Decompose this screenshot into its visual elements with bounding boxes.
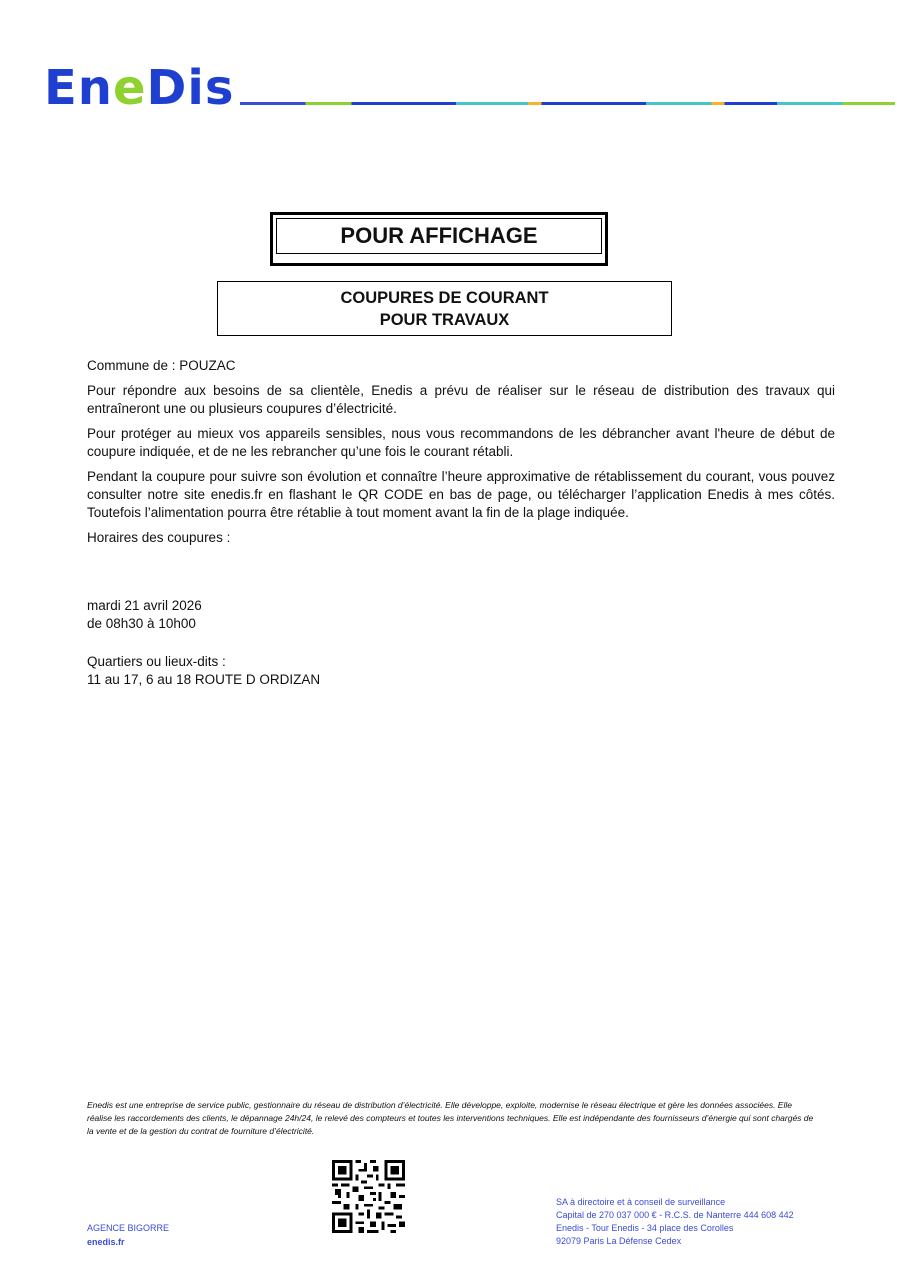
commune-line: Commune de : POUZAC	[87, 358, 236, 373]
company-line-3: Enedis - Tour Enedis - 34 place des Corolles	[556, 1223, 734, 1233]
agency-block	[87, 1221, 169, 1249]
locations-block	[87, 653, 835, 689]
footer-legal-note: Enedis est une entreprise de service public, gestionnaire du réseau de distribution d’électricité. Elle développe, exploite, modernise le réseau électrique et gère les données associées. Elle réalise les raccordements des clients, le dépannage 24h/24, le relevé des compteurs et toutes les interventions techniques. Elle est indépendante des fournisseurs d’énergie qui sont chargés de la vente et de la gestion du contrat de fourniture d’électricité.	[87, 1100, 814, 1136]
qr-code[interactable]	[332, 1160, 405, 1233]
paragraph-needs: Pour répondre aux besoins de sa clientèle, Enedis a prévu de réaliser sur le réseau de distribution des travaux qui entraîneront une ou plusieurs coupures d’électricité.	[87, 383, 835, 416]
paragraph-follow: Pendant la coupure pour suivre son évolution et connaître l’heure approximative de rétablissement du courant, vous pouvez consulter notre site enedis.fr en flashant le QR CODE en bas de page, ou télécharger l’application Enedis à mes côtés. Toutefois l’alimentation pourra être rétablie à tout moment avant la fin de la plage indiquée.	[87, 469, 835, 520]
quartiers-label: Quartiers ou lieux-dits :	[87, 654, 226, 669]
agency-name: AGENCE BIGORRE	[87, 1223, 170, 1233]
logo-text-part-2: e	[112, 60, 147, 116]
horaires-label: Horaires des coupures :	[87, 530, 231, 545]
subtitle-frame	[217, 281, 672, 336]
notice-body	[87, 357, 835, 554]
page-title: POUR AFFICHAGE	[276, 218, 602, 254]
logo-text-part-1: En	[44, 60, 113, 116]
enedis-logo	[44, 60, 234, 116]
company-line-1: SA à directoire et à conseil de surveillance	[556, 1197, 726, 1207]
paragraph-protect: Pour protéger au mieux vos appareils sensibles, nous vous recommandons de les débrancher avant l'heure de début de coupure indiquée, et de ne les rebrancher qu’une fois le courant rétabli.	[87, 426, 835, 459]
subtitle-line-2: POUR TRAVAUX	[379, 311, 510, 329]
outage-date: mardi 21 avril 2026	[87, 598, 202, 613]
company-line-2: Capital de 270 037 000 € - R.C.S. de Nanterre 444 608 442	[556, 1210, 794, 1220]
schedule-block	[87, 597, 835, 633]
logo-text-part-3: Dis	[146, 60, 235, 116]
company-info	[556, 1196, 794, 1248]
quartiers-value: 11 au 17, 6 au 18 ROUTE D ORDIZAN	[87, 672, 321, 687]
website-link[interactable]: enedis.fr	[87, 1237, 125, 1247]
outage-time-range: de 08h30 à 10h00	[87, 616, 196, 631]
header-color-rule	[240, 102, 895, 105]
subtitle-line-1: COUPURES DE COURANT	[340, 289, 549, 307]
company-line-4: 92079 Paris La Défense Cedex	[556, 1236, 682, 1246]
title-frame	[270, 212, 608, 266]
